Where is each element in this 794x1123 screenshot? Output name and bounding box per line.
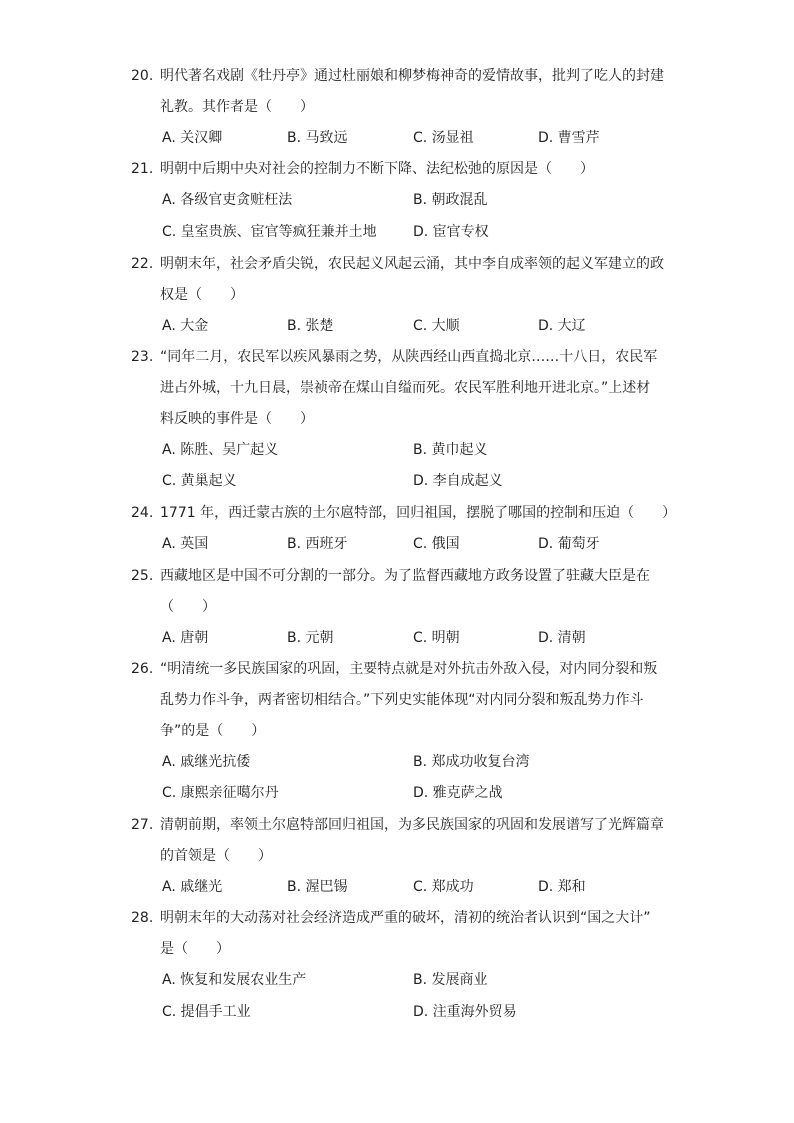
option-b: B. 元朝 (287, 630, 334, 646)
option-b: B. 渥巴锡 (287, 879, 348, 895)
question-text-line: 明代著名戏剧《牡丹亭》通过杜丽娘和柳梦梅神奇的爱情故事，批判了吃人的封建 (160, 68, 664, 84)
option-a: A. 大金 (162, 318, 209, 334)
option-c: C. 明朝 (413, 630, 460, 646)
question-text-line: 明朝末年的大动荡对社会经济造成严重的破坏，清初的统治者认识到“国之大计” (160, 910, 651, 926)
question-number: 21. (131, 161, 154, 177)
option-b: B. 黄巾起义 (413, 442, 488, 458)
option-a: A. 恢复和发展农业生产 (162, 972, 307, 988)
question-text-line: 礼教。其作者是（ ） (160, 99, 314, 115)
option-b: B. 发展商业 (413, 972, 488, 988)
option-d: D. 郑和 (538, 879, 586, 895)
option-a: A. 各级官吏贪赃枉法 (162, 192, 293, 208)
question-text-line: （ ） (160, 599, 216, 615)
option-a: A. 戚继光抗倭 (162, 754, 251, 770)
option-a: A. 英国 (162, 536, 209, 552)
option-a: A. 陈胜、吴广起义 (162, 442, 279, 458)
option-d: D. 葡萄牙 (538, 536, 600, 552)
option-c: C. 黄巢起义 (162, 473, 237, 489)
question-number: 20. (131, 68, 154, 84)
question-text-line: 西藏地区是中国不可分割的一部分。为了监督西藏地方政务设置了驻藏大臣是在 (160, 568, 650, 584)
question-text-line: 是（ ） (160, 941, 230, 957)
option-c: C. 提倡手工业 (162, 1004, 251, 1020)
option-c: C. 大顺 (413, 318, 460, 334)
question-text-line: 进占外城，十九日晨，崇祯帝在煤山自缢而死。农民军胜利地开进北京。”上述材 (160, 380, 651, 396)
question-text-line: 乱势力作斗争，两者密切相结合。”下列史实能体现“对内同分裂和叛乱势力作斗 (160, 692, 644, 708)
question-number: 27. (131, 817, 154, 833)
question-number: 28. (131, 910, 154, 926)
option-d: D. 雅克萨之战 (413, 785, 503, 801)
question-text-line: 的首领是（ ） (160, 848, 272, 864)
option-c: C. 汤显祖 (413, 130, 474, 146)
option-b: B. 西班牙 (287, 536, 348, 552)
option-a: A. 戚继光 (162, 879, 223, 895)
option-b: B. 马致远 (287, 130, 348, 146)
question-text-line: “明清统一多民族国家的巩固，主要特点就是对外抗击外敌入侵，对内同分裂和叛 (160, 661, 658, 677)
option-b: B. 张楚 (287, 318, 334, 334)
question-number: 22. (131, 256, 154, 272)
question-text-line: 权是（ ） (160, 287, 244, 303)
option-c: C. 俄国 (413, 536, 460, 552)
option-d: D. 注重海外贸易 (413, 1004, 517, 1020)
option-d: D. 宦官专权 (413, 224, 489, 240)
option-c: C. 郑成功 (413, 879, 474, 895)
option-c: C. 皇室贵族、宦官等疯狂兼并土地 (162, 224, 377, 240)
question-text-line: 明朝中后期中央对社会的控制力不断下降、法纪松弛的原因是（ ） (160, 161, 594, 177)
option-d: D. 李自成起义 (413, 473, 503, 489)
option-a: A. 关汉卿 (162, 130, 223, 146)
question-number: 24. (131, 505, 154, 521)
question-text-line: 料反映的事件是（ ） (160, 411, 314, 427)
question-text-line: 清朝前期，率领土尔扈特部回归祖国，为多民族国家的巩固和发展谱写了光辉篇章 (160, 817, 664, 833)
question-text-line: 明朝末年，社会矛盾尖锐，农民起义风起云涌，其中李自成率领的起义军建立的政 (160, 256, 664, 272)
question-text-line: “同年二月，农民军以疾风暴雨之势，从陕西经山西直捣北京……十八日，农民军 (160, 349, 658, 365)
question-text-line: 1771 年，西迁蒙古族的土尔扈特部，回归祖国，摆脱了哪国的控制和压迫（ ） (160, 505, 677, 521)
option-c: C. 康熙亲征噶尔丹 (162, 785, 279, 801)
question-text-line: 争”的是（ ） (160, 723, 266, 739)
question-number: 23. (131, 349, 154, 365)
option-d: D. 清朝 (538, 630, 586, 646)
option-a: A. 唐朝 (162, 630, 209, 646)
option-b: B. 郑成功收复台湾 (413, 754, 530, 770)
question-number: 25. (131, 568, 154, 584)
option-d: D. 大辽 (538, 318, 586, 334)
question-number: 26. (131, 661, 154, 677)
option-b: B. 朝政混乱 (413, 192, 488, 208)
option-d: D. 曹雪芹 (538, 130, 600, 146)
